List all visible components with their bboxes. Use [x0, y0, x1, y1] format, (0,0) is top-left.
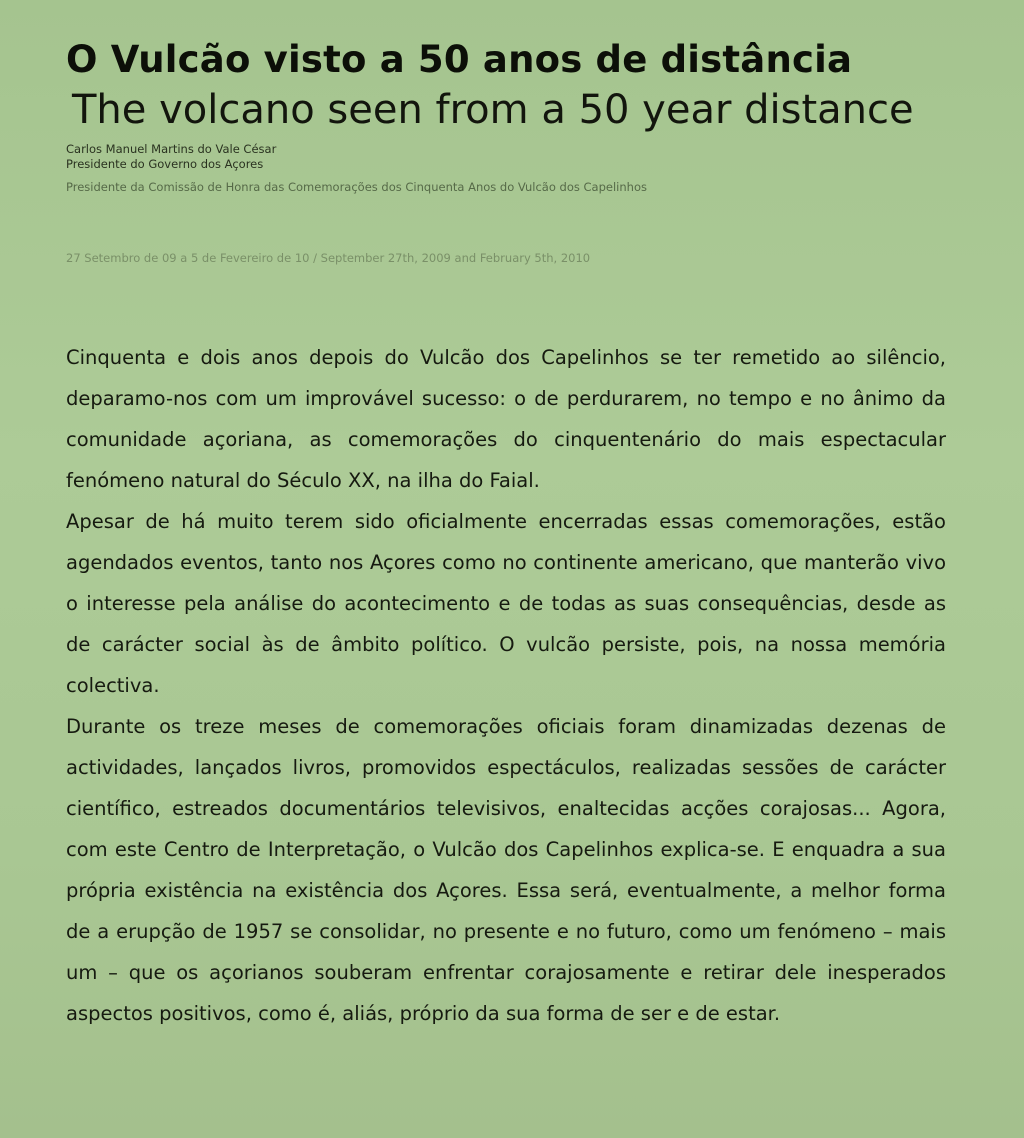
event-dates: 27 Setembro de 09 a 5 de Fevereiro de 10 / September 27th, 2009 and February 5th, 2010 — [66, 251, 591, 265]
author-name: Carlos Manuel Martins do Vale César — [66, 142, 277, 156]
paragraph-3: Durante os treze meses de comemorações oficiais foram dinamizadas dezenas de actividades, lançados livros, promovidos espectáculos, realizadas sessões de carácter científico, estreados documentários televisivos, enaltecidas acções corajosas... Agora, com este Centro de Interpretação, o Vulcão dos Capelinhos explica-se. E enquadra a sua própria existência na existência dos Açores. Essa será, eventualmente, a melhor forma de a erupção de 1957 se consolidar, no presente e no futuro, como um fenómeno – mais um – que os açorianos souberam enfrentar corajosamente e retirar dele inesperados aspectos positivos, como é, aliás, próprio da sua forma de ser e de estar. — [66, 715, 946, 1025]
author-role-secondary: Presidente da Comissão de Honra das Comemorações dos Cinquenta Anos do Vulcão dos Capelinhos — [66, 180, 647, 194]
paragraph-1: Cinquenta e dois anos depois do Vulcão dos Capelinhos se ter remetido ao silêncio, deparamo-nos com um improvável sucesso: o de perdurarem, no tempo e no ânimo da comunidade açoriana, as comemorações do cinquentenário do mais espectacular fenómeno natural do Século XX, na ilha do Faial. — [66, 346, 946, 492]
page-title-english: The volcano seen from a 50 year distance — [72, 87, 914, 133]
paragraph-2: Apesar de há muito terem sido oficialmente encerradas essas comemorações, estão agendados eventos, tanto nos Açores como no continente americano, que manterão vivo o interesse pela análise do acontecimento e de todas as suas consequências, desde as de carácter social às de âmbito político. O vulcão persiste, pois, na nossa memória colectiva. — [66, 510, 946, 697]
body-text — [66, 337, 946, 1034]
page-title: O Vulcão visto a 50 anos de distância — [66, 38, 853, 81]
author-role: Presidente do Governo dos Açores — [66, 157, 264, 171]
